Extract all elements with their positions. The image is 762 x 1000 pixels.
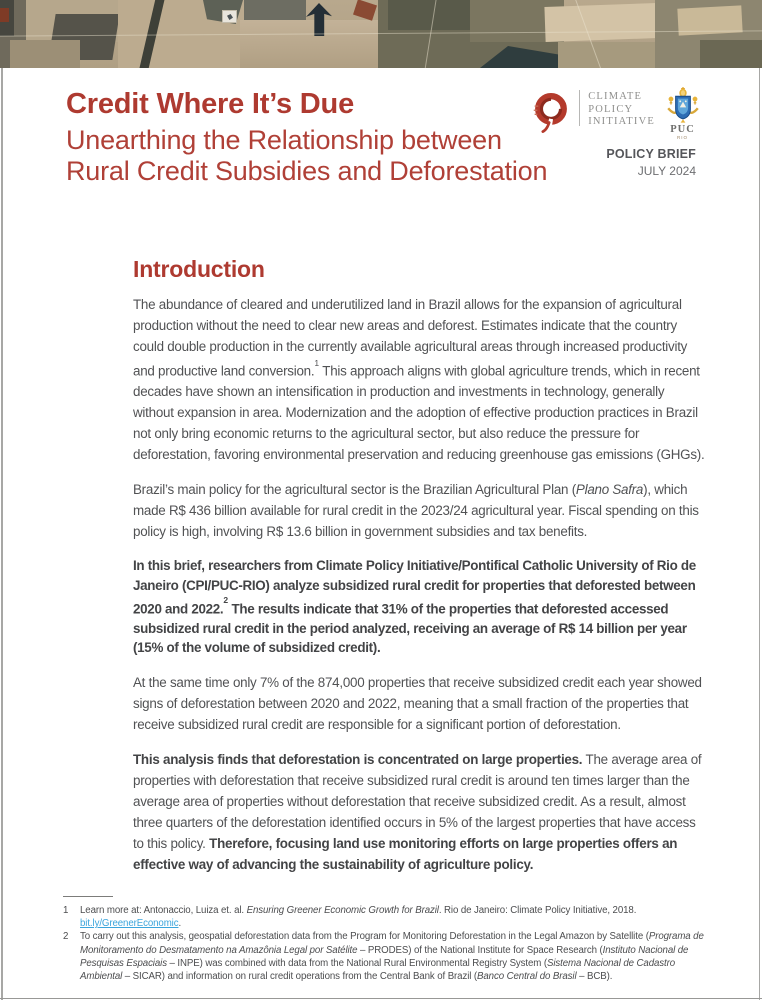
intro-paragraph-3-key-finding: In this brief, researchers from Climate Policy Initiative/Pontifical Catholic University of Rio de Janeiro (CPI/PUC-RIO) analyze subsidized rural credit for properties that deforested between 2020 and 2022.$^2$ The results indicate that 31% of the properties that deforested accessed subsidized rural credit in the period analyzed, receiving an average of R$ 14 billion per year (15% of the volume of subsidized credit). — [133, 558, 696, 656]
footnotes-section — [63, 896, 711, 983]
cpi-word-initiative: INITIATIVE — [588, 116, 655, 127]
intro-paragraph-1: The abundance of cleared and underutilized land in Brazil allows for the expansion of agricultural production without the need to clear new areas and deforest. Estimates indicate that the country could double production in the currently available agricultural areas through increased productivity and productive land conversion.$^1$ This approach aligns with global agriculture trends, which in recent decades have shown an intensification in production and investments in technology, generally without expansion in area. Modernization and the adoption of effective production practices in Brazil not only bring economic returns to the agricultural sector, but also reduce the pressure for deforestation, favoring environmental preservation and reducing greenhouse gas emissions (GHGs). — [133, 297, 705, 463]
footnote-divider — [63, 896, 113, 897]
puc-label: PUC — [670, 124, 695, 135]
document-title: Credit Where It’s Due — [66, 88, 354, 120]
footnote-1 — [63, 904, 711, 930]
logo-divider — [579, 90, 580, 126]
footnote-2-text: To carry out this analysis, geospatial deforestation data from the Program for Monitoring Deforestation in the Legal Amazon by Satellite (Programa de Monitoramento do Desmatamento na Amazônia Legal por Satélite – PRODES) of the National Institute for Space Research (Instituto Nacional de Pesquisas Espaciais – INPE) was combined with data from the National Rural Environmental Registry System (Sistema Nacional de Cadastro Ambiental – SICAR) and information on rural credit operations from the Central Bank of Brazil (Banco Central do Brasil – BCB). — [80, 931, 704, 983]
main-content — [133, 256, 705, 889]
footnote-link[interactable]: bit.ly/GreenerEconomic — [80, 918, 179, 930]
subtitle-line-2: Rural Credit Subsidies and Deforestation — [66, 155, 548, 186]
page-right-edge — [759, 0, 761, 1000]
subtitle-line-1: Unearthing the Relationship between — [66, 125, 502, 155]
footnote-1-text: Learn more at: Antonaccio, Luiza et. al. Ensuring Greener Economic Growth for Brazil. Rio de Janeiro: Climate Policy Initiative, 2018. bit.ly/GreenerEconomic. — [80, 905, 637, 930]
puc-rio-logo — [664, 87, 701, 140]
footnote-1-number: 1 — [63, 905, 69, 916]
cpi-word-climate: CLIMATE — [588, 91, 643, 102]
satellite-farmland-banner-image — [0, 0, 762, 68]
section-heading-introduction: Introduction — [133, 256, 265, 282]
puc-rio-label: RIO — [676, 135, 688, 140]
footnote-2-number: 2 — [63, 931, 69, 943]
policy-brief-kicker: POLICY BRIEF — [606, 147, 696, 161]
logo-cluster — [531, 87, 701, 140]
puc-crest-icon — [666, 87, 700, 124]
intro-paragraph-4: At the same time only 7% of the 874,000 properties that receive subsidized credit each year showed signs of deforestation between 2020 and 2022, meaning that a small fraction of the properties that receive subsidized rural credit are responsible for a significant portion of deforestation. — [133, 674, 702, 732]
cpi-swirl-logo-icon — [531, 89, 571, 136]
cpi-word-policy: POLICY — [588, 103, 634, 115]
cpi-logo-text — [588, 91, 655, 129]
document-subtitle — [66, 125, 547, 186]
intro-paragraph-5-key-finding: This analysis finds that deforestation is concentrated on large properties. The average area of properties with deforestation that receive subsidized rural credit is around ten times larger than the average area of properties without deforestation that receive subsidized credit. As a result, almost three quarters of the deforestation identified occurs in 5% of the largest properties that have access to this policy. Therefore, focusing land use monitoring efforts on large properties offers an effective way of advancing the sustainability of agriculture policy. — [133, 751, 702, 872]
intro-paragraph-2: Brazil’s main policy for the agricultural sector is the Brazilian Agricultural Plan (Plano Safra), which made R$ 436 billion available for rural credit in the 2023/24 agricultural year. Fiscal spending on this policy is high, involving R$ 13.6 billion in government subsidies and tax benefits. — [133, 482, 699, 540]
footnote-2 — [63, 930, 711, 983]
page-bottom-edge — [0, 998, 762, 1000]
publication-date: JULY 2024 — [637, 164, 696, 178]
page-left-edge — [1, 0, 3, 1000]
title-block — [66, 88, 547, 186]
